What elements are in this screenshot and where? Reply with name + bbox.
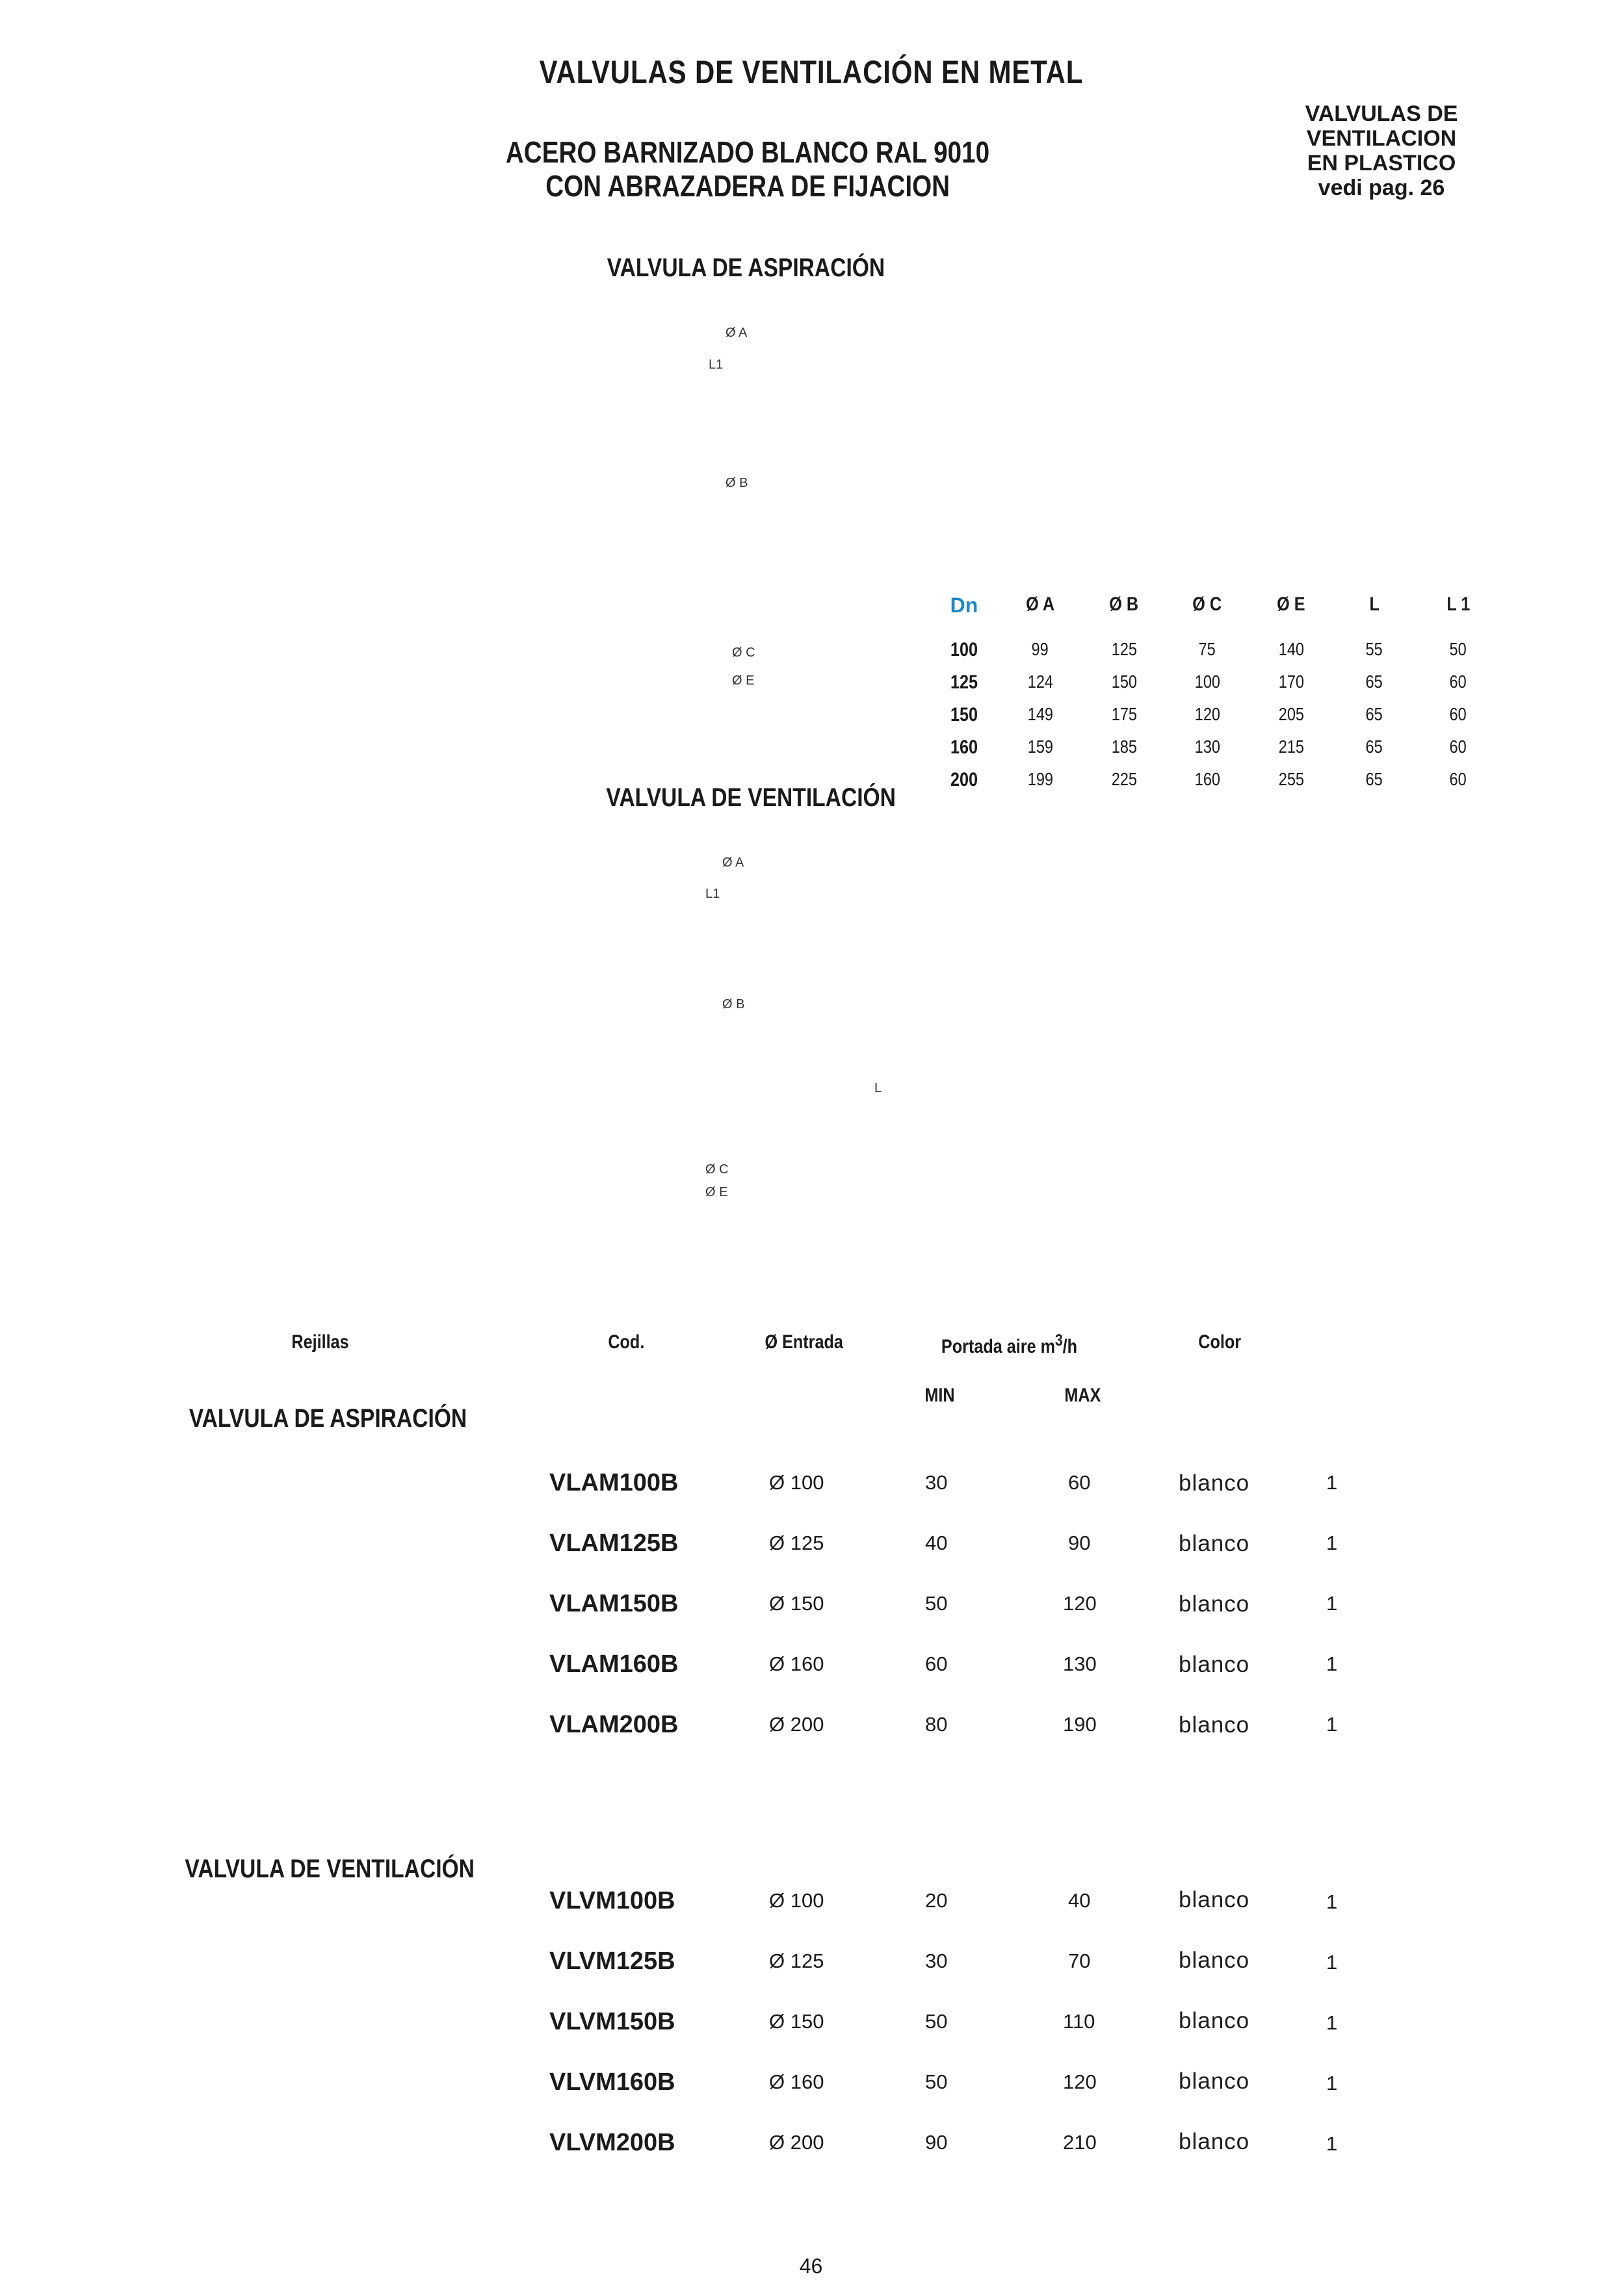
- cell-text: 65: [1365, 704, 1383, 724]
- dimension-label-a: Ø A: [726, 326, 748, 340]
- cell-text: 175: [1111, 704, 1137, 724]
- product-inlet: Ø 100: [769, 1471, 824, 1494]
- table-cell-dn: [925, 704, 1003, 726]
- table-cell: [1252, 704, 1330, 725]
- product-quantity: 1: [1326, 1890, 1338, 1913]
- product-color: blanco: [1179, 2008, 1250, 2033]
- product-quantity: 1: [1326, 2132, 1338, 2155]
- table-cell: [1335, 737, 1413, 757]
- product-inlet: Ø 160: [769, 1652, 824, 1675]
- column-header-max: [1061, 1385, 1105, 1407]
- dimension-label-c: Ø C: [732, 646, 755, 660]
- table-cell: [1085, 639, 1163, 660]
- dimension-label-c: Ø C: [705, 1162, 729, 1177]
- heading-text: VALVULA DE ASPIRACIÓN: [607, 254, 885, 282]
- column-header: [1001, 594, 1079, 616]
- table-cell: [1335, 639, 1413, 660]
- column-header-min: [922, 1385, 958, 1407]
- table-cell-dn: [925, 672, 1003, 694]
- product-min-flow: 50: [925, 1592, 948, 1615]
- product-color: blanco: [1179, 1948, 1250, 1973]
- heading-text: VALVULA DE VENTILACIÓN: [606, 783, 896, 812]
- product-inlet: Ø 100: [769, 1889, 824, 1912]
- cell-text: 160: [950, 737, 978, 758]
- table-cell: [1001, 769, 1079, 790]
- header-text: Ø E: [1277, 594, 1305, 615]
- product-color: blanco: [1179, 2068, 1250, 2094]
- cell-text: 65: [1365, 672, 1383, 692]
- product-code: VLVM200B: [549, 2129, 675, 2156]
- table-cell: [1168, 672, 1246, 692]
- header-text: Ø Entrada: [765, 1331, 843, 1353]
- cell-text: 60: [1449, 737, 1467, 757]
- product-quantity: 1: [1326, 1532, 1338, 1554]
- header-text: MIN: [924, 1385, 955, 1406]
- table-cell: [1419, 672, 1497, 692]
- cell-text: 160: [1194, 769, 1220, 789]
- cell-text: 120: [1194, 704, 1220, 724]
- dimension-label-l1: L1: [705, 887, 720, 901]
- product-code: VLVM100B: [549, 1887, 675, 1914]
- column-header-color: [1194, 1331, 1245, 1353]
- product-code: VLVM125B: [549, 1948, 675, 1975]
- cell-text: 100: [1194, 672, 1220, 692]
- dimension-label-b: Ø B: [722, 997, 745, 1011]
- product-quantity: 1: [1326, 1951, 1338, 1974]
- header-text: Cod.: [608, 1331, 645, 1353]
- product-inlet: Ø 200: [769, 2131, 824, 2154]
- cell-text: 55: [1365, 639, 1383, 659]
- column-header-rejillas: [286, 1331, 354, 1353]
- product-inlet: Ø 150: [769, 1592, 824, 1615]
- product-inlet: Ø 200: [769, 1713, 824, 1736]
- product-color: blanco: [1179, 1470, 1250, 1496]
- product-max-flow: 110: [1063, 2010, 1095, 2033]
- table-cell: [1085, 769, 1163, 790]
- product-color: blanco: [1179, 1887, 1250, 1912]
- table-cell: [1168, 639, 1246, 660]
- cell-text: 65: [1365, 769, 1383, 789]
- product-quantity: 1: [1326, 1471, 1338, 1494]
- table-cell: [1085, 672, 1163, 692]
- product-code: VLAM100B: [549, 1469, 679, 1496]
- product-quantity: 1: [1326, 2072, 1338, 2094]
- cell-text: 60: [1449, 672, 1467, 692]
- dimensions-table: [0, 0, 1622, 813]
- heading-text: VALVULA DE ASPIRACIÓN: [189, 1404, 467, 1433]
- cell-text: 130: [1194, 737, 1220, 757]
- cell-text: 140: [1278, 639, 1304, 659]
- table-cell: [1419, 704, 1497, 725]
- column-header: [1419, 594, 1497, 616]
- cell-text: 65: [1365, 737, 1383, 757]
- product-group-ventilation: [0, 1887, 1622, 2180]
- table-cell: [1085, 704, 1163, 725]
- note-line: VENTILACION: [1306, 126, 1457, 151]
- dimension-label-l: L: [874, 1081, 882, 1095]
- subtitle-line-2: CON ABRAZADERA DE FIJACION: [545, 169, 950, 203]
- product-color: blanco: [1179, 1652, 1250, 1677]
- cell-text: 124: [1027, 672, 1053, 692]
- cell-text: 150: [950, 704, 978, 725]
- table-cell-dn: [925, 737, 1003, 759]
- product-max-flow: 210: [1063, 2131, 1097, 2154]
- cell-text: 185: [1111, 737, 1137, 757]
- subtitle-line-1: ACERO BARNIZADO BLANCO RAL 9010: [505, 135, 990, 169]
- table-cell: [1001, 704, 1079, 725]
- heading-text: VALVULA DE VENTILACIÓN: [185, 1855, 475, 1883]
- dimension-label-b: Ø B: [726, 476, 748, 490]
- header-text: [941, 1331, 1077, 1358]
- cell-text: 75: [1198, 639, 1216, 659]
- product-code: VLAM160B: [549, 1650, 679, 1678]
- table-cell: [1335, 704, 1413, 725]
- column-header-entrada: [757, 1331, 850, 1353]
- product-quantity: 1: [1326, 2011, 1338, 2034]
- table-cell: [1001, 737, 1079, 757]
- product-min-flow: 40: [925, 1532, 948, 1554]
- dimension-label-e: Ø E: [705, 1185, 728, 1199]
- product-code: VLVM150B: [549, 2008, 675, 2035]
- product-min-flow: 90: [925, 2131, 948, 2154]
- product-min-flow: 30: [925, 1950, 948, 1972]
- product-min-flow: 30: [925, 1471, 948, 1494]
- product-code: VLAM200B: [549, 1711, 679, 1738]
- cell-text: 50: [1449, 639, 1467, 659]
- product-min-flow: 50: [925, 2010, 948, 2033]
- table-cell: [1085, 737, 1163, 757]
- cell-text: 215: [1278, 737, 1304, 757]
- table-cell: [1168, 737, 1246, 757]
- dimension-label-a: Ø A: [722, 855, 744, 870]
- cell-text: 99: [1031, 639, 1049, 659]
- product-color: blanco: [1179, 1591, 1250, 1617]
- header-text: L 1: [1446, 594, 1470, 615]
- product-max-flow: 90: [1068, 1532, 1091, 1554]
- product-inlet: Ø 125: [769, 1950, 824, 1972]
- portada-superscript: 3: [1054, 1331, 1063, 1350]
- table-cell: [1001, 639, 1079, 660]
- table-cell: [1252, 672, 1330, 692]
- table-cell: [1419, 639, 1497, 660]
- product-max-flow: 120: [1063, 1592, 1097, 1615]
- product-group-aspiration: [0, 1469, 1622, 1762]
- header-text: Ø A: [1026, 594, 1054, 615]
- cell-text: 200: [950, 769, 978, 790]
- product-min-flow: 60: [925, 1652, 948, 1675]
- table-cell-dn: [925, 769, 1003, 791]
- product-quantity: 1: [1326, 1713, 1338, 1736]
- table-cell: [1252, 737, 1330, 757]
- product-quantity: 1: [1326, 1592, 1338, 1615]
- column-header-cod: [605, 1331, 648, 1353]
- product-min-flow: 20: [925, 1889, 948, 1912]
- portada-unit: /h: [1062, 1336, 1078, 1357]
- table-cell-dn: [925, 639, 1003, 661]
- table-cell: [1419, 737, 1497, 757]
- header-text: Color: [1198, 1331, 1242, 1353]
- group-heading-ventilation: [157, 1855, 502, 1884]
- product-max-flow: 60: [1068, 1471, 1091, 1494]
- product-quantity: 1: [1326, 1652, 1338, 1675]
- product-min-flow: 50: [925, 2070, 948, 2093]
- product-color: blanco: [1179, 1531, 1250, 1556]
- portada-label: Portada aire m: [941, 1336, 1055, 1357]
- dimension-label-e: Ø E: [732, 673, 755, 688]
- header-text: L: [1369, 594, 1380, 615]
- table-cell: [1168, 769, 1246, 790]
- cell-text: 125: [1111, 639, 1137, 659]
- product-max-flow: 40: [1068, 1889, 1091, 1912]
- column-header: [1085, 594, 1163, 616]
- cell-text: 170: [1278, 672, 1304, 692]
- cell-text: 255: [1278, 769, 1304, 789]
- column-header: [1335, 594, 1413, 616]
- table-cell: [1335, 769, 1413, 790]
- cell-text: 225: [1111, 769, 1137, 789]
- header-text: Ø B: [1109, 594, 1139, 615]
- note-line: VALVULAS DE: [1305, 101, 1458, 126]
- column-header: [1252, 594, 1330, 616]
- product-color: blanco: [1179, 1712, 1250, 1738]
- product-inlet: Ø 125: [769, 1532, 824, 1554]
- header-text: Rejillas: [291, 1331, 349, 1353]
- column-header: [1168, 594, 1246, 616]
- product-code: VLAM150B: [549, 1590, 679, 1617]
- product-max-flow: 190: [1063, 1713, 1097, 1736]
- cell-text: 125: [950, 672, 978, 693]
- cell-text: 205: [1278, 704, 1304, 724]
- column-header-dn: Dn: [950, 594, 978, 617]
- product-color: blanco: [1179, 2129, 1250, 2154]
- table-cell: [1252, 639, 1330, 660]
- product-min-flow: 80: [925, 1713, 948, 1736]
- header-text: Ø C: [1192, 594, 1222, 615]
- note-line: EN PLASTICO: [1307, 151, 1456, 176]
- cell-text: 60: [1449, 704, 1467, 724]
- header-text: MAX: [1064, 1385, 1101, 1406]
- product-max-flow: 130: [1063, 1652, 1097, 1675]
- product-max-flow: 120: [1063, 2070, 1097, 2093]
- page-title-text: VALVULAS DE VENTILACIÓN EN METAL: [539, 54, 1083, 90]
- product-code: VLVM160B: [549, 2068, 675, 2096]
- product-inlet: Ø 150: [769, 2010, 824, 2033]
- cell-text: 159: [1027, 737, 1053, 757]
- cell-text: 199: [1027, 769, 1053, 789]
- group-heading-aspiration: [163, 1404, 493, 1433]
- cell-text: 60: [1449, 769, 1467, 789]
- table-cell: [1252, 769, 1330, 790]
- product-code: VLAM125B: [549, 1530, 679, 1557]
- product-inlet: Ø 160: [769, 2070, 824, 2093]
- table-cell: [1168, 704, 1246, 725]
- cell-text: 150: [1111, 672, 1137, 692]
- cell-text: 100: [950, 639, 978, 660]
- column-header-portada: [928, 1331, 1090, 1358]
- page-number: 46: [799, 2254, 823, 2278]
- note-line: vedi pag. 26: [1318, 176, 1445, 200]
- table-cell: [1335, 672, 1413, 692]
- cell-text: 149: [1027, 704, 1053, 724]
- table-cell: [1419, 769, 1497, 790]
- product-max-flow: 70: [1068, 1950, 1091, 1972]
- dimension-label-l1: L1: [709, 358, 724, 372]
- table-cell: [1001, 672, 1079, 692]
